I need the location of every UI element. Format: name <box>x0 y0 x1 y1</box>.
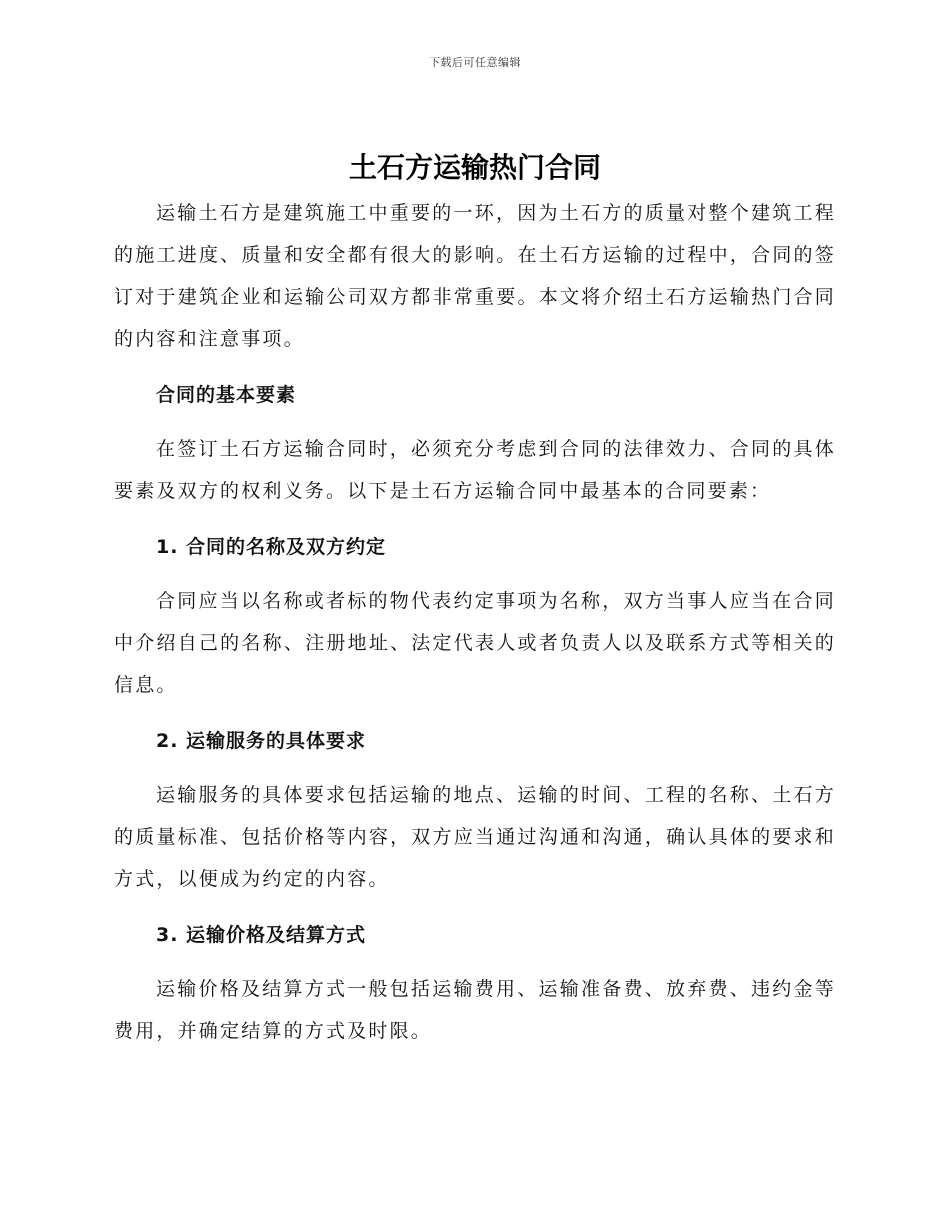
intro-paragraph: 运输土石方是建筑施工中重要的一环，因为土石方的质量对整个建筑工程的施工进度、质量和安全都有很大的影响。在土石方运输的过程中，合同的签订对于建筑企业和运输公司双方都非常重要。本文将介绍土石方运输热门合同的内容和注意事项。 <box>114 202 836 350</box>
document-body <box>114 192 836 1066</box>
item-1-paragraph: 合同应当以名称或者标的物代表约定事项为名称，双方当事人应当在合同中介绍自己的名称、注册地址、法定代表人或者负责人以及联系方式等相关的信息。 <box>114 590 836 696</box>
item-3-paragraph: 运输价格及结算方式一般包括运输费用、运输准备费、放弃费、违约金等费用，并确定结算的方式及时限。 <box>114 978 836 1042</box>
section-intro-paragraph: 在签订土石方运输合同时，必须充分考虑到合同的法律效力、合同的具体要素及双方的权利义务。以下是土石方运输合同中最基本的合同要素： <box>114 438 836 502</box>
section-heading: 合同的基本要素 <box>156 384 297 406</box>
document-title: 土石方运输热门合同 <box>348 151 601 184</box>
page-header: 下载后可任意编辑 <box>429 56 521 69</box>
item-3-heading: 3. 运输价格及结算方式 <box>156 924 367 946</box>
item-2-heading: 2. 运输服务的具体要求 <box>156 730 367 752</box>
item-1-heading: 1. 合同的名称及双方约定 <box>156 536 387 558</box>
item-2-paragraph: 运输服务的具体要求包括运输的地点、运输的时间、工程的名称、土石方的质量标准、包括价格等内容，双方应当通过沟通和沟通，确认具体的要求和方式，以便成为约定的内容。 <box>114 784 836 890</box>
